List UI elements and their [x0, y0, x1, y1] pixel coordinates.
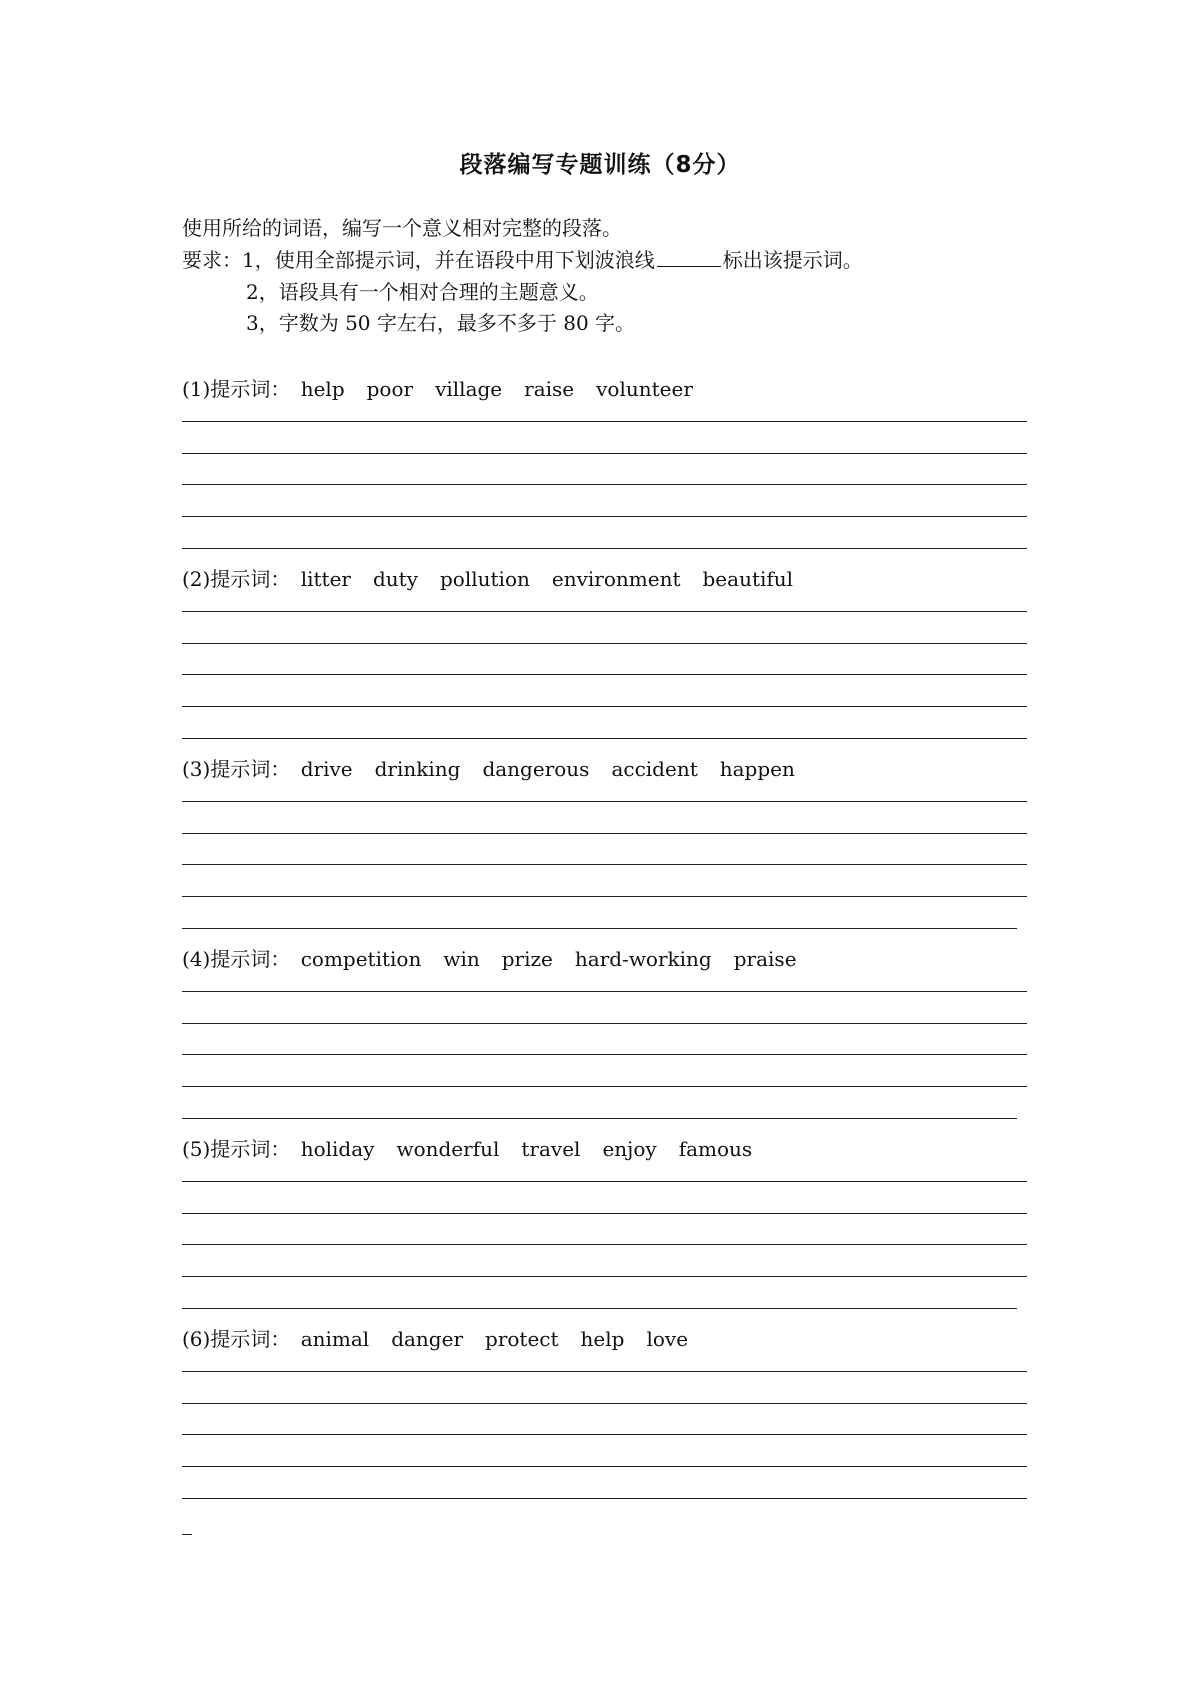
hint-word: raise — [524, 377, 575, 401]
exercise-label: (2)提示词： — [182, 567, 291, 591]
requirement-3: 3，字数为 50 字左右，最多不多于 80 字。 — [246, 311, 636, 335]
exercise-1-prompt — [182, 373, 715, 402]
exercise-label: (6)提示词： — [182, 1327, 291, 1351]
exercise-6-prompt — [182, 1323, 710, 1352]
hint-word: drinking — [374, 757, 461, 781]
answer-line[interactable] — [182, 991, 1027, 992]
hint-word: love — [646, 1327, 689, 1351]
hint-word: animal — [300, 1327, 370, 1351]
underline-blank — [657, 265, 721, 267]
hint-word: wonderful — [396, 1137, 500, 1161]
hint-word: holiday — [300, 1137, 375, 1161]
answer-line[interactable] — [182, 928, 1017, 929]
trailing-dash — [182, 1534, 192, 1535]
answer-line[interactable] — [182, 1371, 1027, 1372]
hint-word: praise — [733, 947, 797, 971]
answer-line[interactable] — [182, 864, 1027, 865]
answer-line[interactable] — [182, 1244, 1027, 1245]
hint-word: happen — [719, 757, 795, 781]
answer-line[interactable] — [182, 1434, 1027, 1435]
hint-word: help — [580, 1327, 625, 1351]
answer-line[interactable] — [182, 1023, 1027, 1024]
answer-line[interactable] — [182, 801, 1027, 802]
hint-word: volunteer — [596, 377, 693, 401]
answer-line[interactable] — [182, 1403, 1027, 1404]
answer-line[interactable] — [182, 643, 1027, 644]
answer-line[interactable] — [182, 1086, 1027, 1087]
hint-word: protect — [485, 1327, 559, 1351]
exercise-5-prompt — [182, 1133, 774, 1162]
hint-word: danger — [391, 1327, 464, 1351]
exercise-label: (5)提示词： — [182, 1137, 291, 1161]
hint-word: dangerous — [482, 757, 590, 781]
answer-line[interactable] — [182, 1276, 1027, 1277]
hint-word: village — [435, 377, 503, 401]
exercise-label: (1)提示词： — [182, 377, 291, 401]
requirement-2: 2，语段具有一个相对合理的主题意义。 — [246, 280, 599, 304]
exercise-3-prompt — [182, 753, 817, 782]
exercise-4-prompt — [182, 943, 819, 972]
hint-word: environment — [551, 567, 681, 591]
answer-line[interactable] — [182, 833, 1027, 834]
answer-line[interactable] — [182, 611, 1027, 612]
answer-line[interactable] — [182, 674, 1027, 675]
answer-line[interactable] — [182, 1054, 1027, 1055]
hint-word: duty — [372, 567, 418, 591]
page-title: 段落编写专题训练（8分） — [459, 152, 741, 178]
answer-line[interactable] — [182, 548, 1027, 549]
hint-word: drive — [300, 757, 353, 781]
requirement-1-text: 要求：1，使用全部提示词，并在语段中用下划波浪线 — [182, 248, 655, 272]
answer-line[interactable] — [182, 706, 1027, 707]
answer-line[interactable] — [182, 484, 1027, 485]
answer-line[interactable] — [182, 1213, 1027, 1214]
instruction-line: 使用所给的词语，编写一个意义相对完整的段落。 — [182, 216, 622, 240]
answer-line[interactable] — [182, 1466, 1027, 1467]
hint-word: competition — [300, 947, 422, 971]
hint-word: prize — [501, 947, 553, 971]
hint-word: famous — [678, 1137, 753, 1161]
answer-line[interactable] — [182, 1498, 1027, 1499]
exercise-label: (3)提示词： — [182, 757, 291, 781]
hint-word: beautiful — [702, 567, 794, 591]
exercise-label: (4)提示词： — [182, 947, 291, 971]
hint-word: enjoy — [602, 1137, 657, 1161]
requirement-1 — [182, 244, 863, 273]
answer-line[interactable] — [182, 1118, 1017, 1119]
answer-line[interactable] — [182, 896, 1027, 897]
exercise-2-prompt — [182, 563, 815, 592]
hint-word: help — [300, 377, 345, 401]
hint-word: hard-working — [574, 947, 712, 971]
hint-word: win — [443, 947, 480, 971]
answer-line[interactable] — [182, 453, 1027, 454]
hint-word: travel — [521, 1137, 581, 1161]
answer-line[interactable] — [182, 421, 1027, 422]
answer-line[interactable] — [182, 516, 1027, 517]
answer-line[interactable] — [182, 1181, 1027, 1182]
hint-word: litter — [300, 567, 351, 591]
answer-line[interactable] — [182, 738, 1027, 739]
answer-line[interactable] — [182, 1308, 1017, 1309]
hint-word: pollution — [440, 567, 530, 591]
hint-word: accident — [611, 757, 698, 781]
hint-word: poor — [366, 377, 414, 401]
requirement-1-text-end: 标出该提示词。 — [722, 248, 863, 272]
